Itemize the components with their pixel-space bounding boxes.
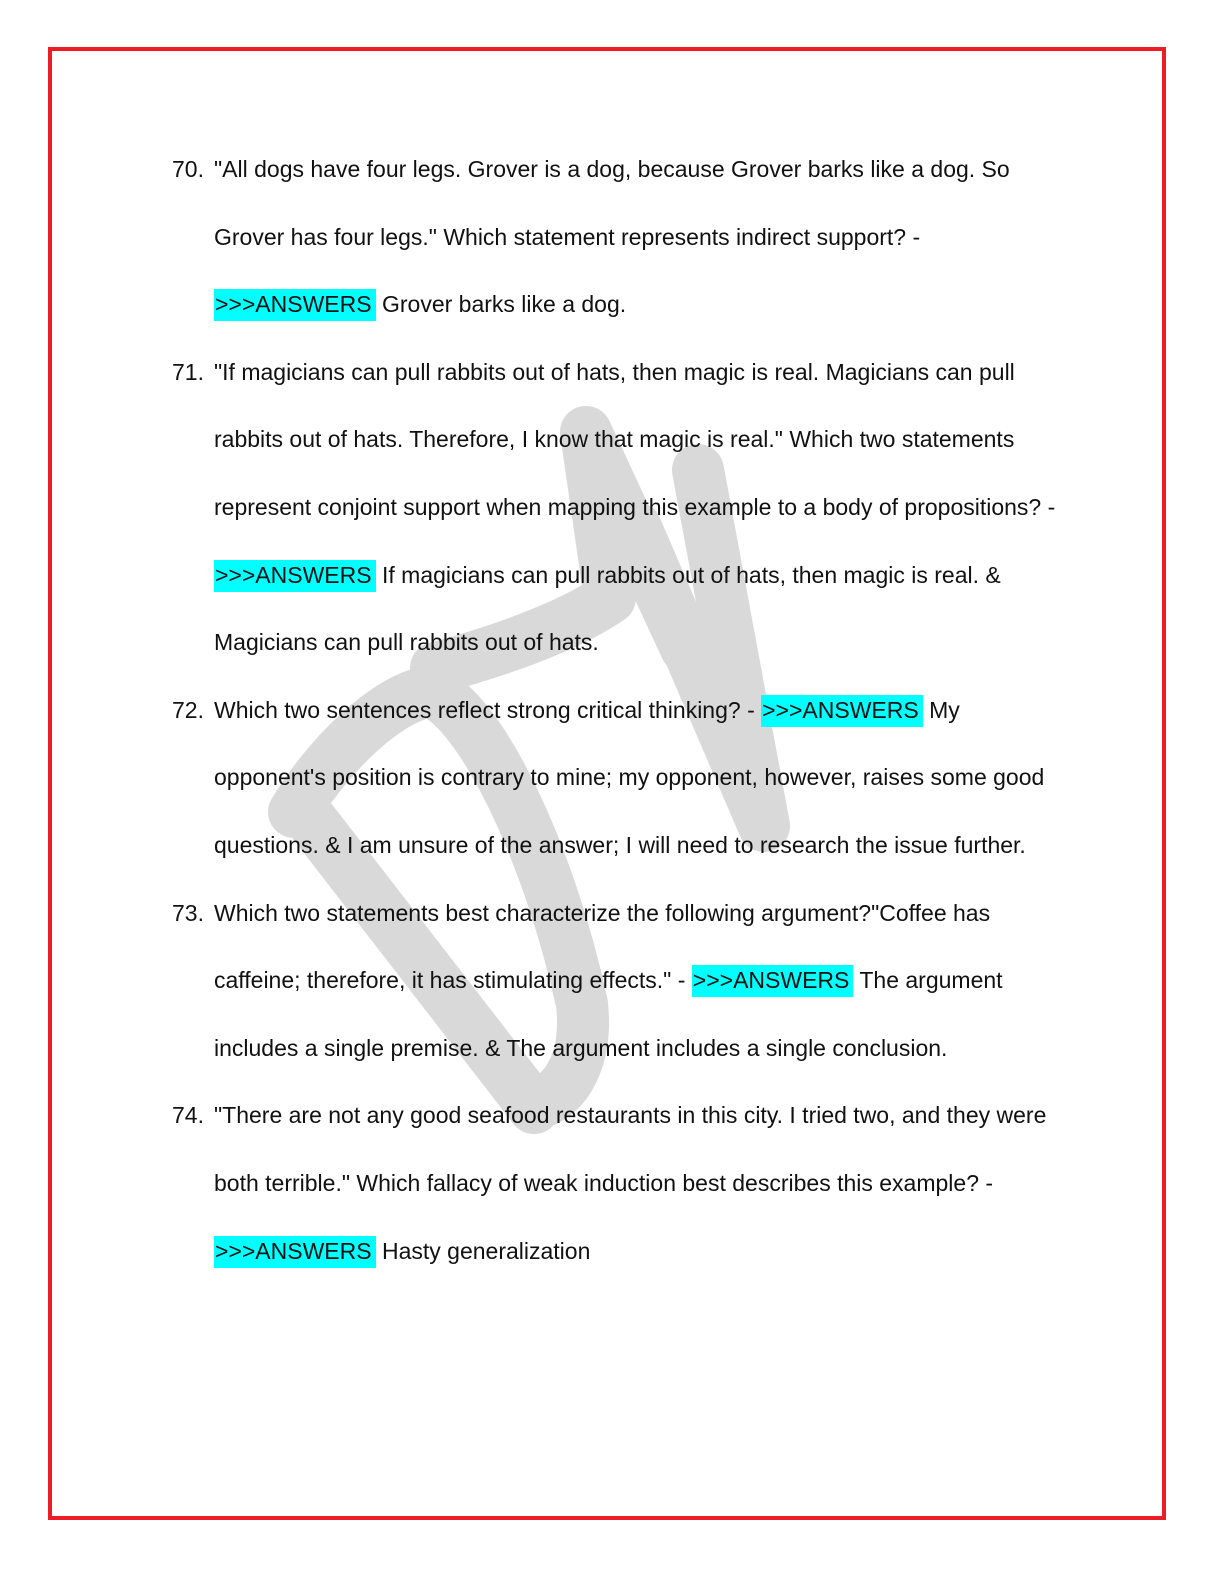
answer-text: If magicians can pull rabbits out of hats, then magic is real. & Magicians can pull rabbits out of hats. <box>214 561 1001 656</box>
answers-tag: >>>ANSWERS <box>692 965 854 997</box>
answers-tag: >>>ANSWERS <box>214 560 376 592</box>
list-item <box>172 677 1072 880</box>
question-text: Which two sentences reflect strong critical thinking? - <box>214 696 755 723</box>
answers-tag: >>>ANSWERS <box>214 1236 376 1268</box>
list-item <box>172 136 1072 339</box>
item-number: 71. <box>172 358 204 385</box>
answer-text: The argument includes a single premise. & The argument includes a single conclusion. <box>214 967 1003 1061</box>
answers-tag: >>>ANSWERS <box>761 695 923 727</box>
answer-text: My opponent's position is contrary to mine; my opponent, however, raises some good questions. & I am unsure of the answer; I will need to research the issue further. <box>214 696 1045 858</box>
answer-text: Hasty generalization <box>381 1237 591 1264</box>
list-item <box>172 880 1072 1083</box>
list-item <box>172 1082 1072 1285</box>
item-number: 72. <box>172 696 204 723</box>
qa-list <box>172 136 1072 1285</box>
answer-text: Grover barks like a dog. <box>381 291 627 318</box>
question-text: "There are not any good seafood restaurants in this city. I tried two, and they were both terrible." Which fallacy of weak induction best describes this example? - <box>214 1102 1047 1196</box>
question-text: Which two statements best characterize the following argument?"Coffee has caffeine; therefore, it has stimulating effects." - <box>214 899 991 994</box>
question-text: "If magicians can pull rabbits out of hats, then magic is real. Magicians can pull rabbits out of hats. Therefore, I know that magic is real." Which two statements represent conjoint support when mapping this example to a body of propositions? - <box>214 358 1056 520</box>
item-number: 74. <box>172 1102 204 1129</box>
item-number: 70. <box>172 156 204 182</box>
answers-tag: >>>ANSWERS <box>214 289 376 321</box>
question-text: "All dogs have four legs. Grover is a dog, because Grover barks like a dog. So Grover has four legs." Which statement represents indirect support? - <box>214 156 1010 250</box>
list-item <box>172 339 1072 677</box>
item-number: 73. <box>172 899 204 926</box>
